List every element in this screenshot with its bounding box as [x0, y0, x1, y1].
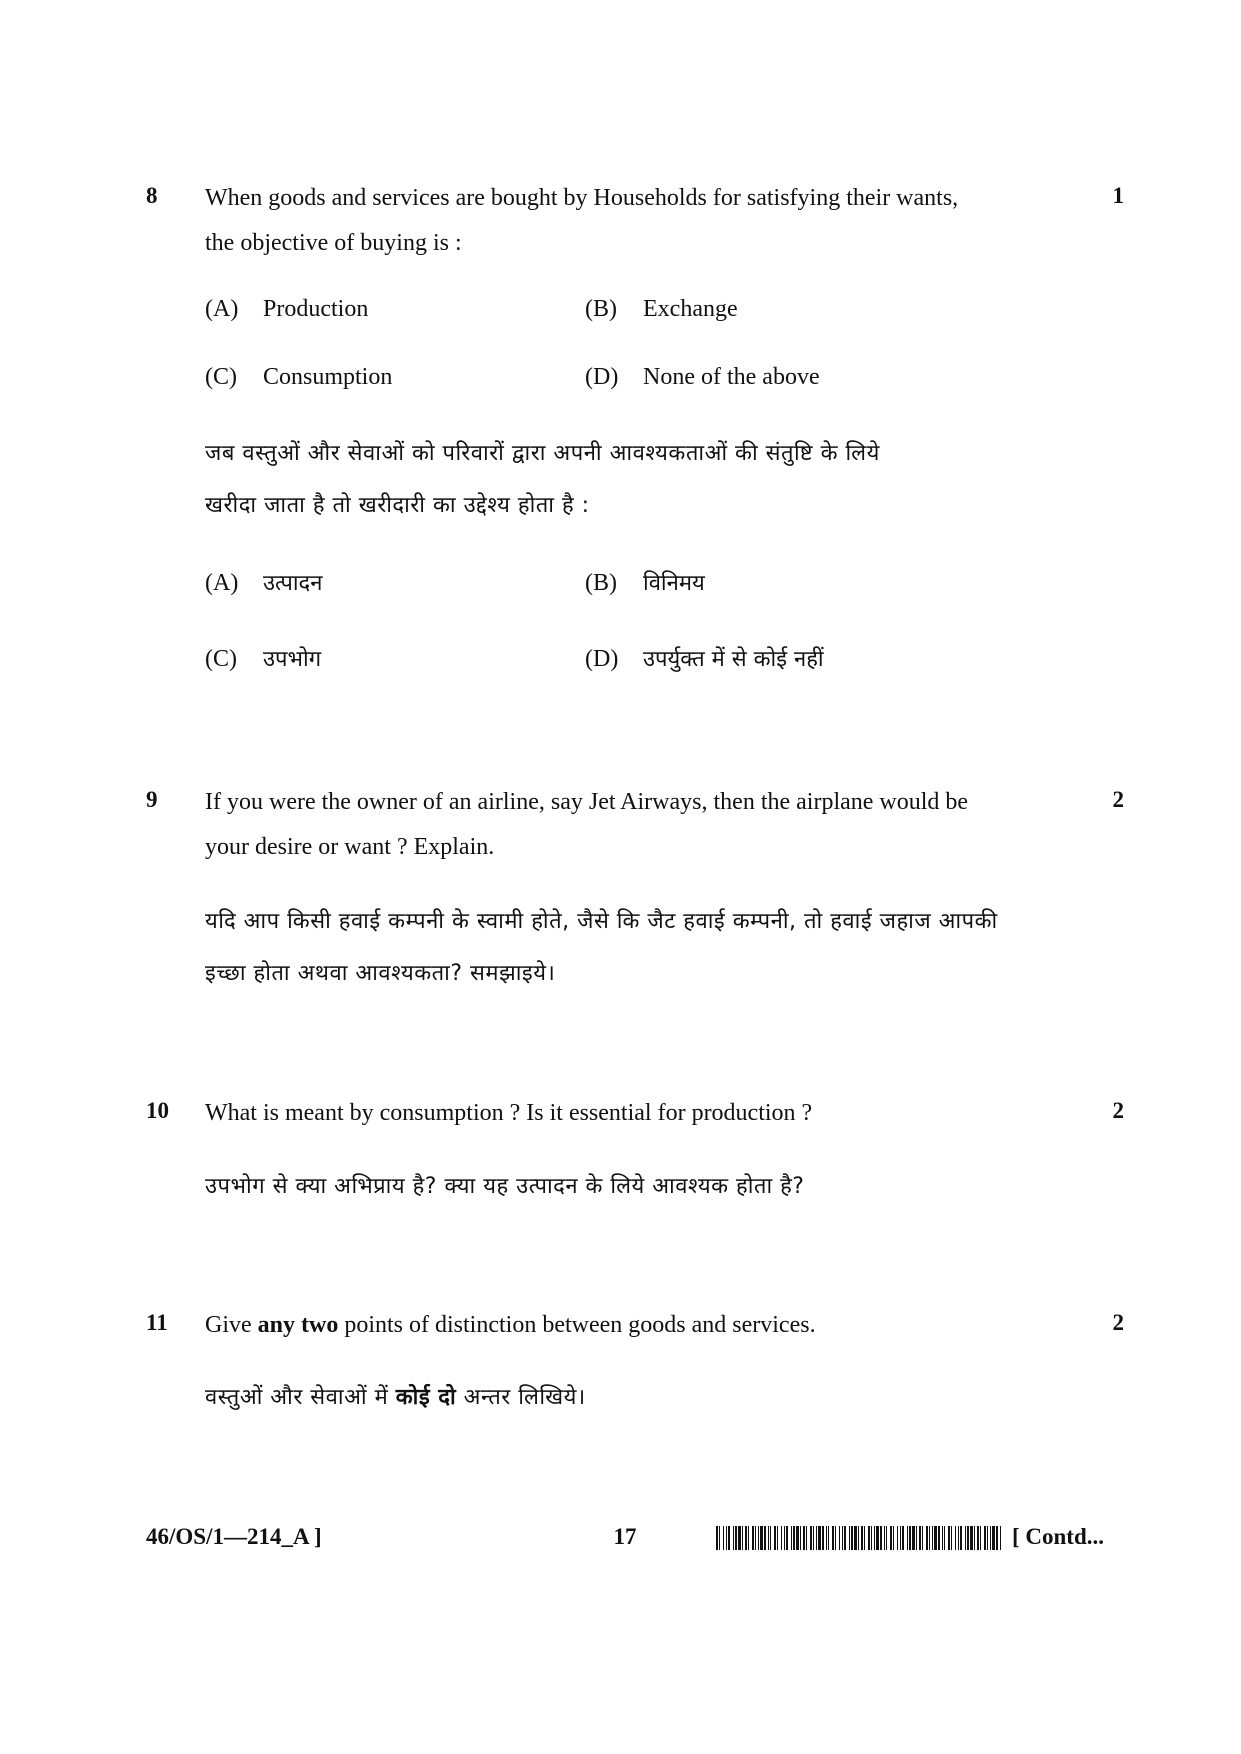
- option-text: उपभोग: [263, 647, 322, 672]
- emphasis-text: any two: [257, 1312, 339, 1338]
- option-a: [205, 296, 368, 323]
- option-text: Consumption: [263, 364, 393, 390]
- barcode-bar: [745, 1526, 747, 1550]
- barcode-bar: [832, 1526, 834, 1550]
- emphasis-text: कोई दो: [395, 1385, 457, 1410]
- barcode-bar: [987, 1526, 988, 1550]
- option-label: (D): [585, 364, 619, 390]
- text-line: the objective of buying is :: [205, 230, 462, 256]
- barcode-bar: [916, 1526, 917, 1550]
- barcode-bar: [726, 1526, 727, 1550]
- option-label: (C): [205, 646, 237, 672]
- barcode-bar: [919, 1526, 921, 1550]
- page-number: 17: [613, 1524, 637, 1549]
- barcode-bar: [826, 1526, 827, 1550]
- text-segment: अन्तर लिखिये।: [456, 1385, 586, 1410]
- question-marks: 1: [1112, 183, 1124, 208]
- barcode-bar: [942, 1526, 943, 1550]
- option-d-hindi: [585, 643, 824, 673]
- barcode-image: [716, 1526, 1002, 1550]
- text-line: When goods and services are bought by Households for satisfying their wants,: [205, 185, 959, 211]
- barcode-bar: [735, 1526, 737, 1550]
- barcode-bar: [958, 1526, 959, 1550]
- barcode-bar: [844, 1526, 846, 1550]
- barcode-bar: [719, 1526, 720, 1550]
- barcode-bar: [922, 1526, 923, 1550]
- barcode-bar: [813, 1526, 814, 1550]
- option-d: [585, 364, 820, 391]
- barcode-bar: [851, 1526, 853, 1550]
- barcode-bar: [955, 1526, 956, 1550]
- barcode-bar: [965, 1526, 966, 1550]
- option-text: उत्पादन: [263, 571, 323, 596]
- option-c: [205, 364, 392, 391]
- barcode-bar: [733, 1526, 734, 1550]
- barcode-bar: [781, 1526, 782, 1550]
- barcode-bar: [803, 1526, 805, 1550]
- barcode-bar: [760, 1526, 763, 1550]
- barcode-bar: [842, 1526, 843, 1550]
- barcode-bar: [990, 1526, 991, 1550]
- barcode-bar: [858, 1526, 859, 1550]
- barcode-bar: [768, 1526, 769, 1550]
- barcode-bar: [774, 1526, 776, 1550]
- barcode-bar: [793, 1526, 795, 1550]
- barcode-bar: [816, 1526, 817, 1550]
- text-line: यदि आप किसी हवाई कम्पनी के स्वामी होते, जैसे कि जैट हवाई कम्पनी, तो हवाई जहाज आपकी: [205, 909, 998, 934]
- option-label: (B): [585, 296, 617, 322]
- option-label: (A): [205, 296, 239, 322]
- option-text: Exchange: [643, 296, 738, 322]
- barcode-bar: [934, 1526, 937, 1550]
- question-text-english: [205, 780, 1065, 870]
- barcode-bar: [938, 1526, 940, 1550]
- text-line: What is meant by consumption ? Is it essential for production ?: [205, 1100, 813, 1126]
- barcode-bar: [893, 1526, 894, 1550]
- barcode-bar: [871, 1526, 872, 1550]
- option-text: विनिमय: [643, 571, 705, 596]
- barcode-bar: [786, 1526, 788, 1550]
- barcode-bar: [886, 1526, 887, 1550]
- barcode-bar: [909, 1526, 911, 1550]
- barcode-bar: [967, 1526, 969, 1550]
- question-text-hindi: [205, 896, 1075, 1000]
- option-b: [585, 296, 738, 323]
- barcode-bar: [996, 1526, 998, 1550]
- barcode-bar: [784, 1526, 785, 1550]
- barcode-bar: [890, 1526, 892, 1550]
- text-line: खरीदा जाता है तो खरीदारी का उद्देश्य होता है :: [205, 493, 590, 518]
- option-label: (D): [585, 646, 619, 672]
- barcode-bar: [806, 1526, 807, 1550]
- barcode-bar: [728, 1526, 730, 1550]
- barcode-bar: [912, 1526, 915, 1550]
- barcode-bar: [800, 1526, 801, 1550]
- option-label: (A): [205, 570, 239, 596]
- barcode-bar: [755, 1526, 756, 1550]
- barcode-bar: [977, 1526, 979, 1550]
- question-number: 10: [146, 1098, 169, 1123]
- barcode-bar: [884, 1526, 885, 1550]
- question-marks: 2: [1112, 1310, 1124, 1335]
- barcode-bar: [864, 1526, 865, 1550]
- barcode-bar: [926, 1526, 928, 1550]
- barcode-bar: [791, 1526, 792, 1550]
- barcode-bar: [980, 1526, 981, 1550]
- barcode-bar: [984, 1526, 986, 1550]
- barcode-bar: [770, 1526, 771, 1550]
- barcode-bar: [876, 1526, 879, 1550]
- barcode-bar: [932, 1526, 933, 1550]
- option-text: None of the above: [643, 364, 820, 390]
- option-text: Production: [263, 296, 369, 322]
- barcode-bar: [828, 1526, 829, 1550]
- barcode-bar: [854, 1526, 857, 1550]
- barcode-bar: [810, 1526, 812, 1550]
- text-segment: वस्तुओं और सेवाओं में: [205, 1385, 396, 1410]
- barcode-bar: [874, 1526, 875, 1550]
- barcode-bar: [970, 1526, 973, 1550]
- option-label: (B): [585, 570, 617, 596]
- barcode-bar: [948, 1526, 950, 1550]
- barcode-bar: [777, 1526, 778, 1550]
- barcode-bar: [752, 1526, 754, 1550]
- text-line: उपभोग से क्या अभिप्राय है? क्या यह उत्पादन के लिये आवश्यक होता है?: [205, 1174, 805, 1199]
- text-line: इच्छा होता अथवा आवश्यकता? समझाइये।: [205, 961, 556, 986]
- barcode-bar: [992, 1526, 995, 1550]
- barcode-bar: [1000, 1526, 1001, 1550]
- question-marks: 2: [1112, 787, 1124, 812]
- barcode-bar: [758, 1526, 759, 1550]
- barcode-bar: [907, 1526, 908, 1550]
- option-a-hindi: [205, 567, 322, 597]
- barcode-bar: [880, 1526, 882, 1550]
- barcode-bar: [960, 1526, 962, 1550]
- text-line: जब वस्तुओं और सेवाओं को परिवारों द्वारा अपनी आवश्यकताओं की संतुष्टि के लिये: [205, 441, 880, 466]
- barcode-bar: [835, 1526, 836, 1550]
- text-line: If you were the owner of an airline, say Jet Airways, then the airplane would be: [205, 789, 969, 815]
- question-number: 11: [146, 1310, 168, 1335]
- barcode-bar: [902, 1526, 904, 1550]
- barcode-bar: [951, 1526, 952, 1550]
- barcode-bar: [723, 1526, 724, 1550]
- barcode-bar: [974, 1526, 975, 1550]
- option-text: उपर्युक्त में से कोई नहीं: [643, 647, 824, 672]
- barcode-bar: [897, 1526, 898, 1550]
- barcode-bar: [868, 1526, 870, 1550]
- barcode-bar: [944, 1526, 945, 1550]
- question-number: 9: [146, 787, 158, 812]
- option-label: (C): [205, 364, 237, 390]
- barcode-bar: [929, 1526, 930, 1550]
- barcode-bar: [716, 1526, 718, 1550]
- barcode-bar: [861, 1526, 863, 1550]
- question-text-hindi: [205, 1372, 1075, 1424]
- question-text-english: [205, 1303, 1065, 1348]
- barcode-bar: [796, 1526, 799, 1550]
- question-text-hindi: [205, 428, 1075, 532]
- question-text-english: [205, 176, 1065, 266]
- barcode-bar: [900, 1526, 901, 1550]
- continued-label: [ Contd...: [1012, 1524, 1105, 1549]
- barcode-bar: [742, 1526, 743, 1550]
- barcode-bar: [822, 1526, 824, 1550]
- option-c-hindi: [205, 643, 321, 673]
- barcode-bar: [764, 1526, 766, 1550]
- paper-code: 46/OS/1—214_A ]: [146, 1524, 322, 1549]
- barcode-bar: [818, 1526, 821, 1550]
- text-line: your desire or want ? Explain.: [205, 834, 495, 860]
- question-number: 8: [146, 183, 158, 208]
- barcode-bar: [839, 1526, 840, 1550]
- text-segment: points of distinction between goods and services.: [338, 1312, 816, 1338]
- barcode-bar: [849, 1526, 850, 1550]
- question-text-english: [205, 1091, 1065, 1136]
- barcode-bar: [738, 1526, 741, 1550]
- option-b-hindi: [585, 567, 705, 597]
- text-segment: Give: [205, 1312, 258, 1338]
- question-text-hindi: [205, 1161, 1075, 1213]
- barcode-bar: [748, 1526, 749, 1550]
- question-marks: 2: [1112, 1098, 1124, 1123]
